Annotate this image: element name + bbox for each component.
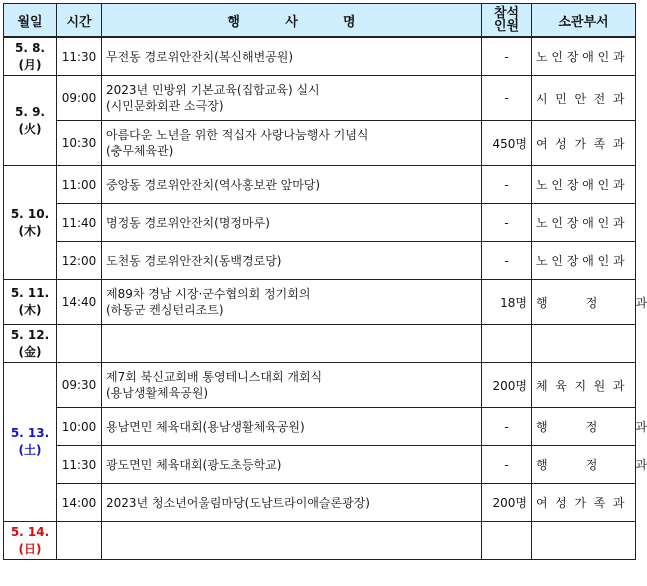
event-line: 무전동 경로위안잔치(복신해변공원) [106, 49, 294, 64]
event-line: (용남생활체육공원) [106, 386, 209, 400]
time-cell: 11:40 [57, 204, 102, 242]
date-cell [4, 363, 57, 522]
event-cell [102, 408, 482, 446]
dept-label: 여 성 가 족 과 [536, 496, 625, 510]
time-cell: 12:00 [57, 242, 102, 280]
date-label: 5. 9. [15, 104, 45, 119]
dept-label: 노 인 장 애 인 과 [536, 50, 625, 64]
event-cell [102, 484, 482, 522]
participants-cell: - [482, 242, 532, 280]
header-event: 행 사 명 [102, 4, 482, 38]
event-cell [102, 166, 482, 204]
time-cell: 10:00 [57, 408, 102, 446]
dept-label: 노 인 장 애 인 과 [536, 254, 625, 268]
time-cell: 11:30 [57, 37, 102, 76]
table-row [4, 363, 636, 408]
event-line: (시민문화회관 소극장) [106, 99, 224, 113]
dept-cell [532, 166, 636, 204]
event-line: 중앙동 경로위안잔치(역사홍보관 앞마당) [106, 177, 321, 192]
header-participants: 참석 인원 [482, 4, 532, 38]
table-row [4, 166, 636, 204]
participants-cell: - [482, 76, 532, 121]
participants-cell: - [482, 166, 532, 204]
dept-cell [532, 522, 636, 560]
date-label: 5. 12. [10, 327, 50, 342]
time-cell: 14:00 [57, 484, 102, 522]
dept-label: 여 성 가 족 과 [536, 136, 625, 151]
date-cell [4, 522, 57, 560]
event-line: (하동군 켄싱턴리조트) [106, 303, 224, 317]
weekday-label: (月) [18, 57, 42, 72]
dept-cell [532, 408, 647, 446]
event-cell [102, 204, 482, 242]
table-row [4, 37, 636, 76]
event-cell [102, 446, 482, 484]
event-cell [102, 121, 482, 166]
dept-label: 행 정 과 [536, 420, 647, 434]
dept-cell [532, 325, 636, 363]
event-cell [102, 325, 482, 363]
dept-cell [532, 446, 647, 484]
date-label: 5. 14. [10, 524, 50, 539]
participants-cell: - [482, 408, 532, 446]
dept-label: 행 정 과 [536, 295, 647, 310]
time-cell: 09:30 [57, 363, 102, 408]
event-line: 명정동 경로위안잔치(명정마루) [106, 215, 270, 230]
date-cell [4, 280, 57, 325]
time-cell: 14:40 [57, 280, 102, 325]
dept-cell [532, 484, 636, 522]
participants-cell: 200명 [482, 484, 532, 522]
dept-cell [532, 280, 647, 325]
participants-cell [482, 522, 532, 560]
dept-cell [532, 242, 636, 280]
weekday-label: (火) [18, 121, 42, 136]
time-cell [57, 522, 102, 560]
event-line: 광도면민 체육대회(광도초등학교) [106, 457, 282, 472]
table-row [4, 76, 636, 121]
dept-label: 체 육 지 원 과 [536, 378, 625, 393]
event-cell [102, 37, 482, 76]
table-row [4, 522, 636, 560]
weekday-label: (土) [18, 443, 42, 457]
time-cell: 09:00 [57, 76, 102, 121]
date-cell [4, 325, 57, 363]
table-row [4, 242, 636, 280]
event-cell [102, 242, 482, 280]
header-row [4, 4, 636, 38]
weekday-label: (木) [18, 223, 42, 238]
dept-label: 노 인 장 애 인 과 [536, 216, 625, 230]
time-cell: 11:30 [57, 446, 102, 484]
dept-cell [532, 363, 636, 408]
table-row [4, 280, 636, 325]
date-label: 5. 8. [15, 40, 45, 55]
event-line: 용남면민 체육대회(용남생활체육공원) [106, 419, 305, 434]
weekday-label: (日) [18, 541, 42, 556]
event-cell [102, 280, 482, 325]
event-cell [102, 363, 482, 408]
schedule-table [3, 3, 647, 560]
table-row [4, 446, 636, 484]
participants-cell: - [482, 37, 532, 76]
date-label: 5. 13. [10, 426, 50, 440]
date-cell [4, 37, 57, 76]
participants-cell: - [482, 204, 532, 242]
schedule-body [4, 37, 647, 560]
participants-cell: 18명 [482, 280, 532, 325]
date-label: 5. 11. [10, 286, 50, 300]
dept-cell [532, 121, 636, 166]
event-line: 도천동 경로위안잔치(동백경로당) [106, 253, 282, 268]
participants-cell: 450명 [482, 121, 532, 166]
table-row [4, 325, 636, 363]
participants-cell: 200명 [482, 363, 532, 408]
dept-cell [532, 76, 636, 121]
time-cell: 10:30 [57, 121, 102, 166]
event-cell [102, 522, 482, 560]
dept-cell [532, 204, 636, 242]
participants-cell [482, 325, 532, 363]
event-line: 2023년 민방위 기본교육(집합교육) 실시 [106, 83, 320, 97]
date-cell [4, 166, 57, 280]
table-row [4, 408, 636, 446]
table-row [4, 484, 636, 522]
table-row [4, 121, 636, 166]
dept-label: 시 민 안 전 과 [536, 91, 625, 106]
participants-cell: - [482, 446, 532, 484]
table-row [4, 204, 636, 242]
date-cell [4, 76, 57, 166]
event-line: 제7회 북신교회배 통영테니스대회 개회식 [106, 370, 323, 384]
header-time: 시간 [57, 4, 102, 38]
event-line: 아름다운 노년을 위한 적십자 사랑나눔행사 기념식 [106, 128, 369, 142]
weekday-label: (木) [18, 303, 42, 317]
weekday-label: (金) [18, 344, 42, 359]
header-date: 월일 [4, 4, 57, 38]
event-line: (충무체육관) [106, 144, 174, 158]
event-line: 2023년 청소년어울림마당(도남트라이애슬론광장) [106, 495, 370, 510]
time-cell: 11:00 [57, 166, 102, 204]
time-cell [57, 325, 102, 363]
dept-label: 행 정 과 [536, 458, 647, 472]
dept-label: 노 인 장 애 인 과 [536, 178, 625, 192]
dept-cell [532, 37, 636, 76]
event-cell [102, 76, 482, 121]
event-line: 제89차 경남 시장·군수협의회 정기회의 [106, 287, 311, 301]
header-dept: 소관부서 [532, 4, 636, 38]
date-label: 5. 10. [10, 206, 50, 221]
